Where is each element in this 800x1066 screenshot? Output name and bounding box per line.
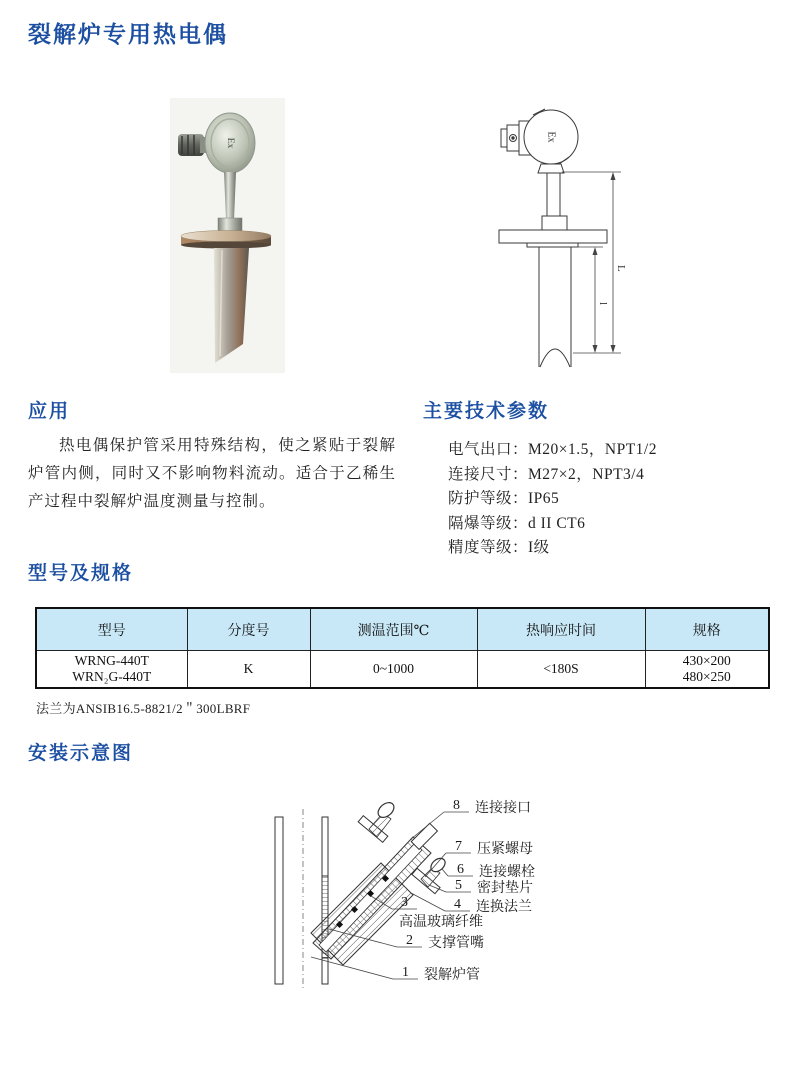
param-accuracy-class: 精度等级：I级 (448, 539, 550, 556)
technical-drawing (455, 95, 645, 385)
param-connection-size: 连接尺寸：M27×2，NPT3/4 (448, 465, 645, 483)
parameters-list (448, 438, 657, 561)
ex-mark-drawing: Ex (545, 131, 557, 143)
ex-mark-photo: Ex (225, 137, 236, 149)
spec-2: 480×250 (682, 669, 731, 684)
dim-label-l: l (597, 302, 609, 306)
cell-specs (645, 651, 769, 689)
dim-label-L: L (615, 265, 627, 272)
spec-table-header-row (36, 608, 769, 651)
label-num-3: 3 (401, 895, 408, 910)
label-text-2: 支撑管嘴 (428, 936, 484, 951)
application-body: 热电偶保护管采用特殊结构，使之紧贴于裂解炉管内侧，同时又不影响物料流动。适合于乙稀生产过程中裂解炉温度测量与控制。 (28, 437, 396, 510)
label-text-1: 裂解炉管 (424, 968, 480, 983)
installation-heading: 安装示意图 (28, 743, 134, 764)
label-text-6: 连接螺栓 (479, 865, 535, 880)
installation-diagram (261, 781, 561, 996)
col-model: 型号 (36, 608, 187, 651)
col-graduation: 分度号 (187, 608, 310, 651)
product-photo (170, 98, 285, 373)
label-text-4: 连换法兰 (476, 900, 532, 915)
flange-disc (181, 231, 271, 242)
label-num-2: 2 (406, 933, 413, 948)
drawing-connector-tip (501, 129, 507, 147)
parameters-heading: 主要技术参数 (423, 401, 550, 422)
cell-range: 0~1000 (310, 651, 477, 689)
label-num-4: 4 (454, 897, 461, 912)
param-explosion-proof: 隔爆等级：d II CT6 (448, 514, 586, 532)
drawing-collar (542, 216, 567, 230)
label-num-1: 1 (402, 965, 409, 980)
model-1: WRNG-440T (74, 653, 149, 668)
label-text-8: 连接接口 (475, 801, 531, 816)
connection-port (375, 800, 397, 821)
spec-heading: 型号及规格 (28, 563, 134, 584)
furnace-pipe (275, 817, 328, 984)
drawing-neck (538, 164, 564, 173)
cell-response: <180S (477, 651, 645, 689)
cell-models (36, 651, 187, 689)
flange-footnote: 法兰为ANSIB16.5-8821/2＂300LBRF (36, 701, 251, 716)
page-title: 裂解炉专用热电偶 (28, 21, 228, 47)
label-text-7: 压紧螺母 (477, 842, 533, 857)
label-num-5: 5 (455, 878, 462, 893)
label-num-6: 6 (457, 862, 464, 877)
spec-table (35, 607, 770, 689)
neck-stem (224, 172, 236, 220)
application-heading: 应用 (28, 401, 71, 422)
cell-graduation: K (187, 651, 310, 689)
param-electrical-exit: 电气出口：M20×1.5，NPT1/2 (448, 441, 657, 458)
spec-1: 430×200 (682, 653, 731, 668)
col-range: 测温范围℃ (310, 608, 477, 651)
drawing-stem (547, 173, 560, 216)
drawing-flange (499, 230, 607, 243)
label-num-7: 7 (455, 839, 462, 854)
label-text-5: 密封垫片 (477, 881, 533, 896)
param-protection-class: 防护等级：IP65 (448, 490, 560, 507)
spec-table-row (36, 651, 769, 689)
end-cap-nut (411, 823, 437, 849)
label-num-8: 8 (453, 798, 460, 813)
model-2: WRN₂G-440T (72, 669, 152, 684)
col-response: 热响应时间 (477, 608, 645, 651)
label-text-3: 高温玻璃纤维 (399, 915, 483, 930)
col-spec: 规格 (645, 608, 769, 651)
